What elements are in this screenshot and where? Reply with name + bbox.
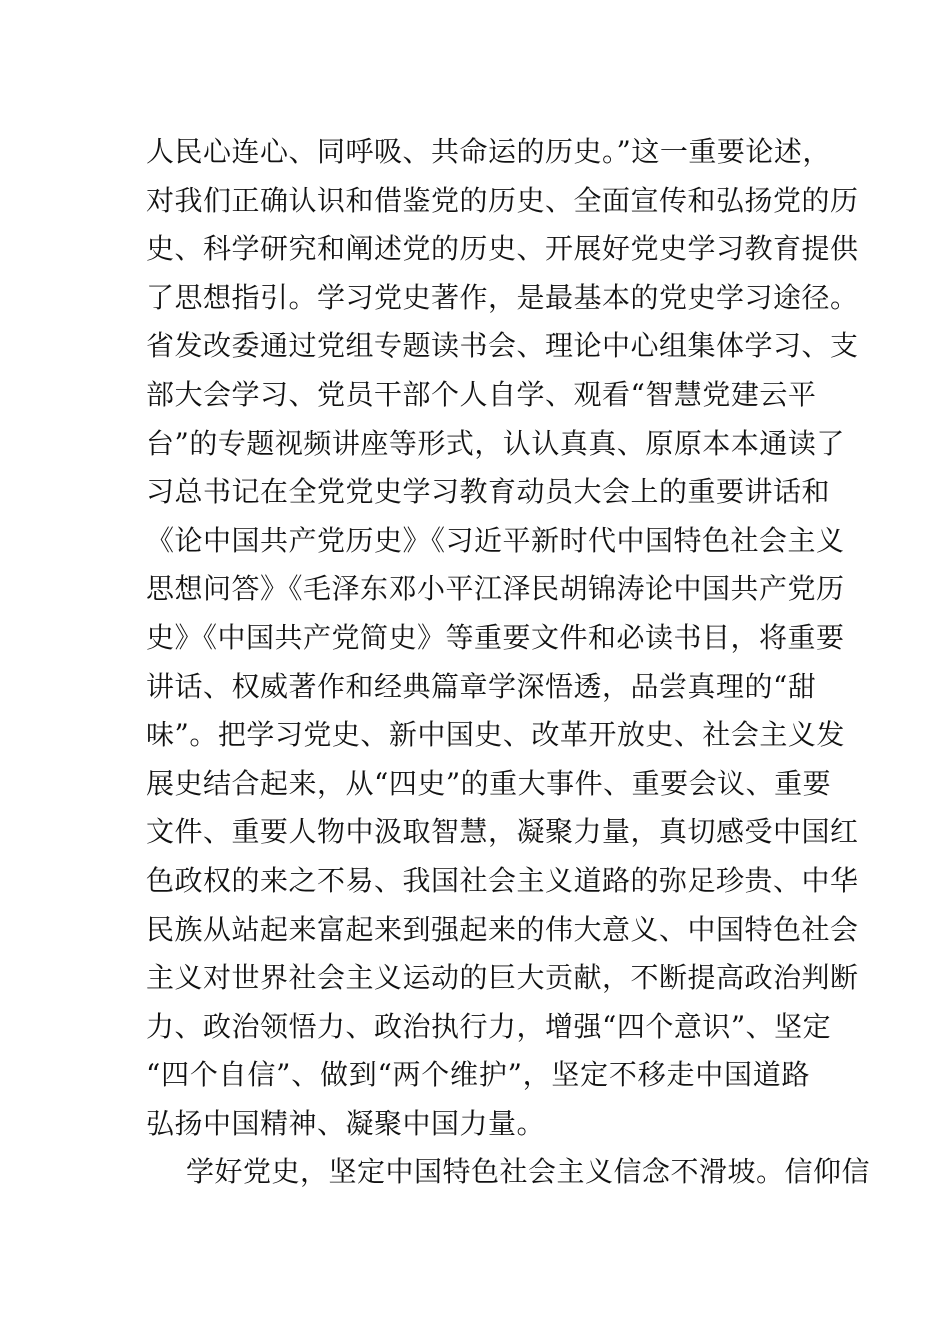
text-line: 弘扬中国精神、凝聚中国力量。 — [146, 1106, 546, 1140]
text-line: 思想问答》《毛泽东邓小平江泽民胡锦涛论中国共产党历 — [146, 572, 845, 606]
text-line: 习总书记在全党党史学习教育动员大会上的重要讲话和 — [146, 475, 831, 509]
text-line: 民族从站起来富起来到强起来的伟大意义、中国特色社会 — [146, 912, 859, 946]
text-line: 色政权的来之不易、我国社会主义道路的弥足珍贵、中华 — [146, 863, 859, 897]
text-line: 台”的专题视频讲座等形式，认认真真、原原本本通读了 — [146, 426, 845, 460]
text-line: 主义对世界社会主义运动的巨大贡献，不断提高政治判断 — [146, 961, 859, 995]
text-line: 省发改委通过党组专题读书会、理论中心组集体学习、支 — [146, 329, 859, 363]
paragraph-start-line: 学好党史，坚定中国特色社会主义信念不滑坡。信仰信 — [186, 1155, 871, 1189]
text-line: 展史结合起来，从“四史”的重大事件、重要会议、重要 — [146, 766, 832, 800]
text-line: 部大会学习、党员干部个人自学、观看“智慧党建云平 — [146, 377, 817, 411]
text-line: 人民心连心、同呼吸、共命运的历史。”这一重要论述， — [146, 135, 831, 168]
text-line: 对我们正确认识和借鉴党的历史、全面宣传和弘扬党的历 — [146, 183, 859, 217]
text-line: 史、科学研究和阐述党的历史、开展好党史学习教育提供 — [146, 232, 859, 266]
text-line: 《论中国共产党历史》《习近平新时代中国特色社会主义 — [146, 523, 845, 557]
text-line: 味”。把学习党史、新中国史、改革开放史、社会主义发 — [146, 718, 845, 752]
text-line: 讲话、权威著作和经典篇章学深悟透，品尝真理的“甜 — [146, 669, 817, 703]
text-line: 力、政治领悟力、政治执行力，增强“四个意识”、坚定 — [146, 1009, 832, 1043]
text-line: 文件、重要人物中汲取智慧，凝聚力量，真切感受中国红 — [146, 815, 859, 849]
body-text — [146, 128, 871, 1197]
text-line: 史》《中国共产党简史》等重要文件和必读书目，将重要 — [146, 620, 845, 654]
text-line: 了思想指引。学习党史著作，是最基本的党史学习途径。 — [146, 280, 859, 314]
text-line: “四个自信”、做到“两个维护”，坚定不移走中国道路 — [146, 1058, 810, 1092]
